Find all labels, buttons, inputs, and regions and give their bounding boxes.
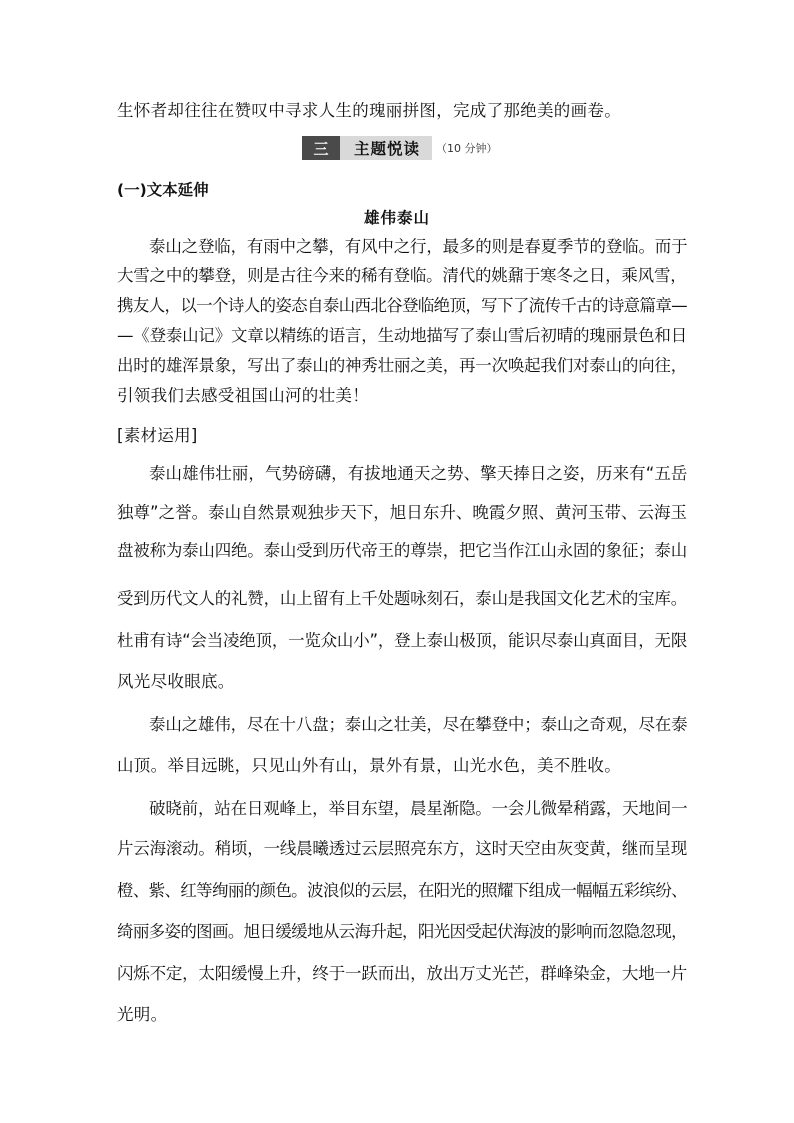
para1-line: 出时的雄浑景象，写出了泰山的神秀壮丽之美，再一次唤起我们对泰山的向往， — [117, 356, 688, 375]
para2-line: 独尊”之誉。泰山自然景观独步天下，旭日东升、晚霞夕照、黄河玉带、云海玉 — [117, 503, 688, 522]
subsection-heading: (一)文本延伸 — [117, 181, 209, 199]
para4-line: 绮丽多姿的图画。旭日缓缓地从云海升起，阳光因受起伏海波的影响而忽隐忽现， — [117, 922, 688, 941]
para2-line: 受到历代文人的礼赞，山上留有上千处题咏刻石，泰山是我国文化艺术的宝库。 — [117, 589, 688, 608]
para2-line: 泰山雄伟壮丽，气势磅礴，有拔地通天之势、擎天捧日之姿，历来有“五岳 — [149, 464, 688, 483]
article-title: 雄伟泰山 — [363, 209, 430, 227]
para2-line: 盘被称为泰山四绝。泰山受到历代帝王的尊崇，把它当作江山永固的象征；泰山 — [117, 541, 688, 560]
para1-line: —《登泰山记》文章以精练的语言，生动地描写了泰山雪后初晴的瑰丽景色和日 — [117, 326, 688, 345]
para3-line: 泰山之雄伟，尽在十八盘；泰山之壮美，尽在攀登中；泰山之奇观，尽在泰 — [149, 715, 688, 734]
section-banner — [302, 136, 498, 160]
para1-line: 引领我们去感受祖国山河的壮美！ — [117, 386, 369, 405]
intro-paragraph-tail: 生怀者却往往在赞叹中寻求人生的瑰丽拼图，完成了那绝美的画卷。 — [117, 101, 621, 120]
para4-line: 光明。 — [117, 1005, 168, 1024]
section-number: 三 — [302, 136, 340, 160]
section-title: 主题悦读 — [340, 136, 432, 160]
material-label: [素材运用] — [117, 426, 198, 445]
section-time: （10 分钟） — [436, 142, 498, 155]
para3-line: 山顶。举目远眺，只见山外有山，景外有景，山光水色，美不胜收。 — [117, 756, 621, 775]
para1-line: 泰山之登临，有雨中之攀，有风中之行，最多的则是春夏季节的登临。而于 — [149, 237, 688, 256]
para4-line: 破晓前，站在日观峰上，举目东望，晨星渐隐。一会儿微晕稍露，天地间一 — [149, 799, 688, 818]
para1-line: 携友人，以一个诗人的姿态自泰山西北谷登临绝顶，写下了流传千古的诗意篇章— — [117, 296, 688, 315]
para4-line: 橙、紫、红等绚丽的颜色。波浪似的云层，在阳光的照耀下组成一幅幅五彩缤纷、 — [117, 881, 688, 900]
para4-line: 闪烁不定，太阳缓慢上升，终于一跃而出，放出万丈光芒，群峰染金，大地一片 — [117, 964, 688, 983]
para2-line: 杜甫有诗“会当凌绝顶，一览众山小”，登上泰山极顶，能识尽泰山真面目，无限 — [117, 631, 688, 650]
para4-line: 片云海滚动。稍顷，一线晨曦透过云层照亮东方，这时天空由灰变黄，继而呈现 — [117, 839, 688, 858]
para2-line: 风光尽收眼底。 — [117, 672, 235, 691]
para1-line: 大雪之中的攀登，则是古往今来的稀有登临。清代的姚鼐于寒冬之日，乘风雪， — [117, 266, 687, 285]
